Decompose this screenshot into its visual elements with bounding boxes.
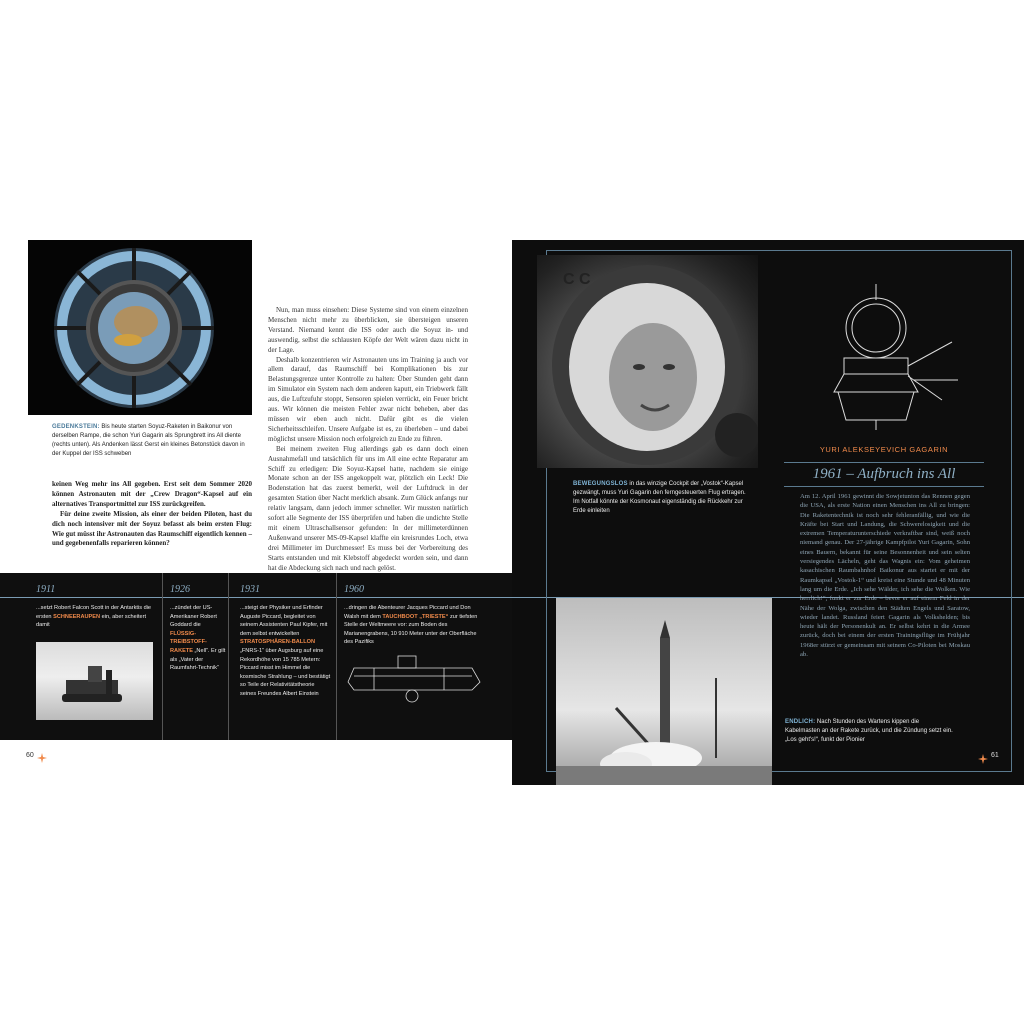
paragraph: Deshalb konzentrieren wir Astronauten uns im Training ja auch vor allem darauf, das Raumschiff bei Komplikationen bis zur Belastungsgrenze unter Kontrolle zu halten: Über Stunden geht dann im Simulator ein System nach dem anderen kaputt, ein Triebwerk fällt aus, die Luftzufuhr stoppt, Sensoren spielen verrückt, ein Feuer bricht aus. Wir können die meisten Fehler zwar nicht beheben, aber das müssen wir eben auch nicht. Dafür gibt es die vielen Sicherheitsschleifen. Unsere Aufgabe ist es, zu überleben – und dabei möglichst unsere Mission noch erfolgreich zu Ende zu führen. <box>268 355 468 443</box>
launch-caption <box>785 718 955 745</box>
timeline-entry <box>240 604 332 699</box>
cupola-photo <box>28 240 252 415</box>
caption-text: Bis heute starten Soyuz-Raketen in Baikonur von derselben Rampe, die schon Yuri Gagarin als Sprungbrett ins All diente (rechts unten). Als Andenken lässt Gerst ein kleines Betonstück davon in der Kuppel der ISS schweben <box>52 424 245 457</box>
caption-keyword: BEWEGUNGSLOS <box>573 481 628 487</box>
person-name: YURI ALEKSEYEVICH GAGARIN <box>819 445 949 454</box>
paragraph: Bei meinem zweiten Flug allerdings gab es dann doch einen Ausnahmefall und tatsächlich für uns im All eine echte Reparatur am Schiff zu erledigen: Die Soyuz-Kapsel hatte, nachdem sie einige Monate schon an der ISS angekoppelt war, plötzlich ein Leck! Die Bodenstation hat das zuerst bemerkt, weil der Luftdruck in der gesamten Station über Nacht merklich absank. Zum Glück anfangs nur relativ langsam, dann jedoch immer schneller. Wir mussten natürlich sofort alle Segmente der ISS überprüfen und haben die undichte Stelle mit einem Ultraschallsensor gefunden: In der millimeterdünnen Außenwand unserer MS-09-Kapsel klaffte ein kreisrundes Loch, etwa drei Millimeter im Durchmesser! Es muss bei der Vorbereitung des Starts entstanden und mit Klebstoff abgedeckt worden sein, und dann hat die Abdeckung sich nach und nach gelöst. <box>268 444 468 572</box>
page-number-left: 60 <box>26 752 34 759</box>
timeline-highlight: SCHNEERAUPEN <box>53 613 101 620</box>
middle-column-text <box>268 306 468 573</box>
timeline-divider <box>228 573 229 740</box>
timeline-text: ...setzt Robert Falcon Scott in der Antarktis die ersten <box>36 605 152 620</box>
timeline-year: 1960 <box>344 584 364 595</box>
timeline-entry <box>36 604 156 630</box>
timeline-entry <box>344 604 484 647</box>
star-icon <box>37 750 47 760</box>
timeline-highlight: FLÜSSIG-TREIBSTOFF-RAKETE <box>170 630 207 654</box>
paragraph: Für deine zweite Mission, als einer der beiden Piloten, hast du dich noch intensiver mit der Soyuz befasst als beim ersten Flug: Wie gut müsst ihr Astronauten das Raumschiff eigentlich kennen – und gegebenenfalls reparieren können? <box>52 509 252 548</box>
timeline-highlight: TAUCHBOOT „TRIESTE“ <box>382 613 449 620</box>
timeline-divider <box>336 573 337 740</box>
timeline-text: zur tiefsten Stelle der Weltmeere vor: zum Boden des Marianengrabens, 10 910 Meter unter der Oberfläche des Pazifiks <box>344 613 478 646</box>
paragraph: Nun, man muss einsehen: Diese Systeme sind von einem einzelnen Menschen nicht mehr zu überblicken, sie übersteigen unseren Verstand. Niemand kennt die ISS oder auch die Soyuz in- und auswendig, selbst die schlausten Köpfe der Welt wären dazu nicht in der Lage. <box>268 306 468 354</box>
timeline-year: 1926 <box>170 584 190 595</box>
timeline-text: ...steigt der Physiker und Erfinder Auguste Piccard, begleitet von seinem Assistenten Paul Kipfer, mit dem selbst entwickelten <box>240 605 328 637</box>
sidebar-title: 1961 – Aufbruch ins All <box>784 462 984 487</box>
star-icon <box>978 751 988 761</box>
gagarin-caption <box>573 480 753 516</box>
timeline-text: „FNRS-1“ über Augsburg auf eine Rekordhöhe von 15 785 Metern: Piccard misst im Himmel die kosmische Strahlung – und bestätigt so Teile der Relativitätstheorie seines Freundes Albert Einstein <box>240 647 331 697</box>
cupola-caption <box>52 423 252 459</box>
sidebar-text: Am 12. April 1961 gewinnt die Sowjetunion das Rennen gegen die USA, als erste Nation einen Menschen ins All zu bringen: Die Raketentechnik ist noch sehr fehleranfällig, und wie die Kräfte bei Start und Landung, die Schwerelosigkeit und die extremen Temperaturunterschiede verkraftbar sind, weiß noch niemand genau. Der 27-jährige Kampfpilot Yuri Gagarin, Sohn eines Bauern, bekannt für seine Besonnenheit und sein selten versiegendes Lächeln, geht das Wagnis ein: Vom geheimen kasachischen Raumbahnhof Baikonur aus startet er mit der Raumkapsel „Vostok-1“ und kreist eine Stunde und 48 Minuten lang um die Erde. „Ich sehe Wälder, ich sehe die Wolken. Wie herrlich!“, funkt er zur Erde – bevor er auf einem Feld in der Nähe der Wolga, zwischen den Städten Engels und Saratow, wieder landet. Russland feiert Gagarin als Volkshelden; bis heute hält der Personenkult an. Er selbst kehrt in die Armee zurück, doch bei einem der ersten Trainingsflüge im Frühjahr 1968er stürzt er gemeinsam mit seinem Co-Piloten bei Moskau ab. <box>800 493 970 659</box>
caption-text: in das winzige Cockpit der „Vostok“-Kapsel gezwängt, muss Yuri Gagarin den ferngesteuerten Flug ertragen. Im Notfall könnte der Kosmonaut eigenständig die Rückkehr zur Erde einleiten <box>573 481 746 514</box>
timeline-year: 1911 <box>36 584 56 595</box>
timeline-entry <box>170 604 226 673</box>
timeline-text: ein, aber scheitert damit <box>36 613 147 629</box>
rocket-launch-photo <box>556 598 772 785</box>
page-number-right: 61 <box>991 752 999 759</box>
caption-text: Nach Stunden des Wartens kippen die Kabelmasten an der Rakete zurück, und die Zündung setzt ein. „Los geht's!“, funkt der Pionier <box>785 719 953 743</box>
trieste-drawing <box>344 652 486 704</box>
timeline-year: 1931 <box>240 584 260 595</box>
timeline-divider <box>162 573 163 740</box>
left-column-text <box>52 480 252 549</box>
timeline-text: ...dringen die Abenteurer Jacques Piccard und Don Walsh mit dem <box>344 605 471 620</box>
timeline-text: „Nell“. Er gilt als „Vater der Raumfahrt-Technik“ <box>170 647 226 672</box>
caption-keyword: ENDLICH: <box>785 719 816 725</box>
paragraph: keinen Weg mehr ins All gegeben. Erst seit dem Sommer 2020 können Astronauten mit der „Crew Dragon“-Kapsel auf ein alternatives Transportmittel zur ISS zurückgreifen. <box>52 480 252 508</box>
timeline-highlight: STRATOSPHÄREN-BALLON <box>240 639 315 646</box>
snow-tractor-photo <box>36 642 153 720</box>
timeline-text: ...zündet der US-Amerikaner Robert Goddard die <box>170 605 217 629</box>
gagarin-portrait-photo <box>537 255 758 468</box>
caption-keyword: GEDENKSTEIN: <box>52 424 100 430</box>
cccp-lettering: С С <box>563 271 591 288</box>
vostok-capsule-drawing <box>820 280 960 440</box>
